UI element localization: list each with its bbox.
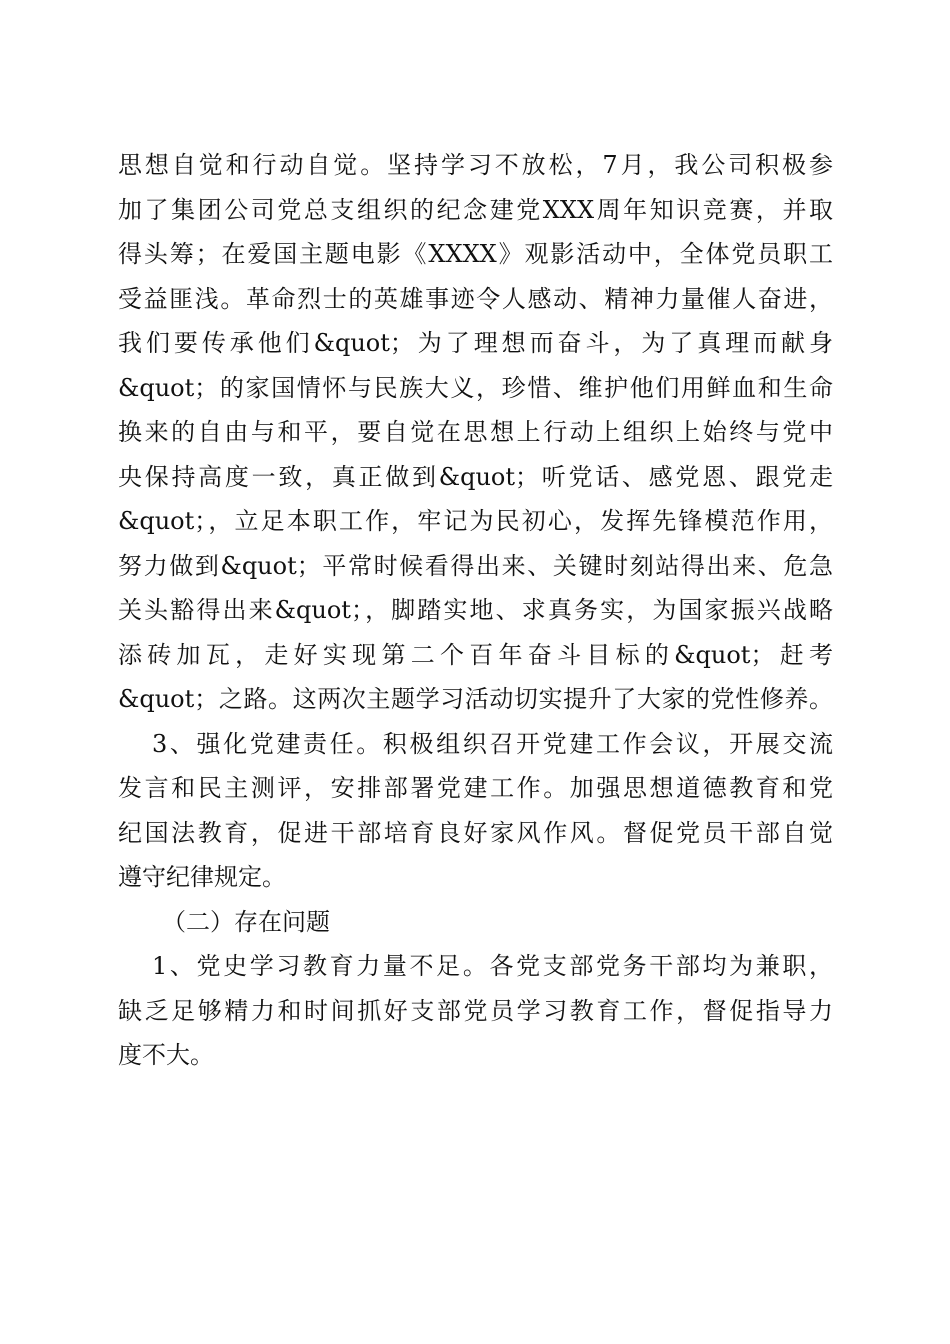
text-line: 3、强化党建责任。积极组织召开党建工作会议，开展交流 — [152, 729, 833, 758]
text-line: 思想自觉和行动自觉。坚持学习不放松，7月，我公司积极参 — [118, 151, 833, 179]
text-line: 得头筹；在爱国主题电影《XXXX》观影活动中，全体党员职工 — [118, 240, 833, 268]
text-line: &quot；之路。这两次主题学习活动切实提升了大家的党性修养。 — [118, 685, 833, 713]
text-line: 关头豁得出来&quot；，脚踏实地、求真务实，为国家振兴战略 — [118, 596, 833, 624]
text-line: 央保持高度一致，真正做到&quot；听党话、感党恩、跟党走 — [118, 462, 833, 491]
text-line: 努力做到&quot；平常时候看得出来、关键时刻站得出来、危急 — [118, 551, 833, 580]
paragraph-party-history-activities — [118, 143, 833, 722]
text-line: 受益匪浅。革命烈士的英雄事迹令人感动、精神力量催人奋进， — [118, 284, 833, 313]
text-line: 1、党史学习教育力量不足。各党支部党务干部均为兼职， — [152, 952, 833, 980]
section-heading: （二）存在问题 — [162, 907, 330, 936]
text-line: 度不大。 — [118, 1041, 214, 1069]
paragraph-existing-problems — [118, 944, 833, 1078]
paragraph-strengthen-responsibility — [118, 722, 833, 900]
text-line: 加了集团公司党总支组织的纪念建党XXX周年知识竞赛，并取 — [118, 195, 833, 224]
text-line: 缺乏足够精力和时间抓好支部党员学习教育工作，督促指导力 — [118, 996, 833, 1025]
text-line: 遵守纪律规定。 — [118, 863, 286, 891]
document-body — [118, 143, 833, 1078]
text-line: 我们要传承他们&quot；为了理想而奋斗，为了真理而献身 — [118, 329, 833, 357]
text-line: 添砖加瓦，走好实现第二个百年奋斗目标的&quot；赶考 — [118, 640, 833, 669]
text-line: 换来的自由与和平，要自觉在思想上行动上组织上始终与党中 — [118, 418, 833, 446]
text-line: 纪国法教育，促进干部培育良好家风作风。督促党员干部自觉 — [118, 818, 833, 847]
text-line: &quot；，立足本职工作，牢记为民初心，发挥先锋模范作用， — [118, 507, 833, 535]
text-line: 发言和民主测评，安排部署党建工作。加强思想道德教育和党 — [118, 774, 833, 802]
text-line: &quot；的家国情怀与民族大义，珍惜、维护他们用鲜血和生命 — [118, 373, 833, 402]
